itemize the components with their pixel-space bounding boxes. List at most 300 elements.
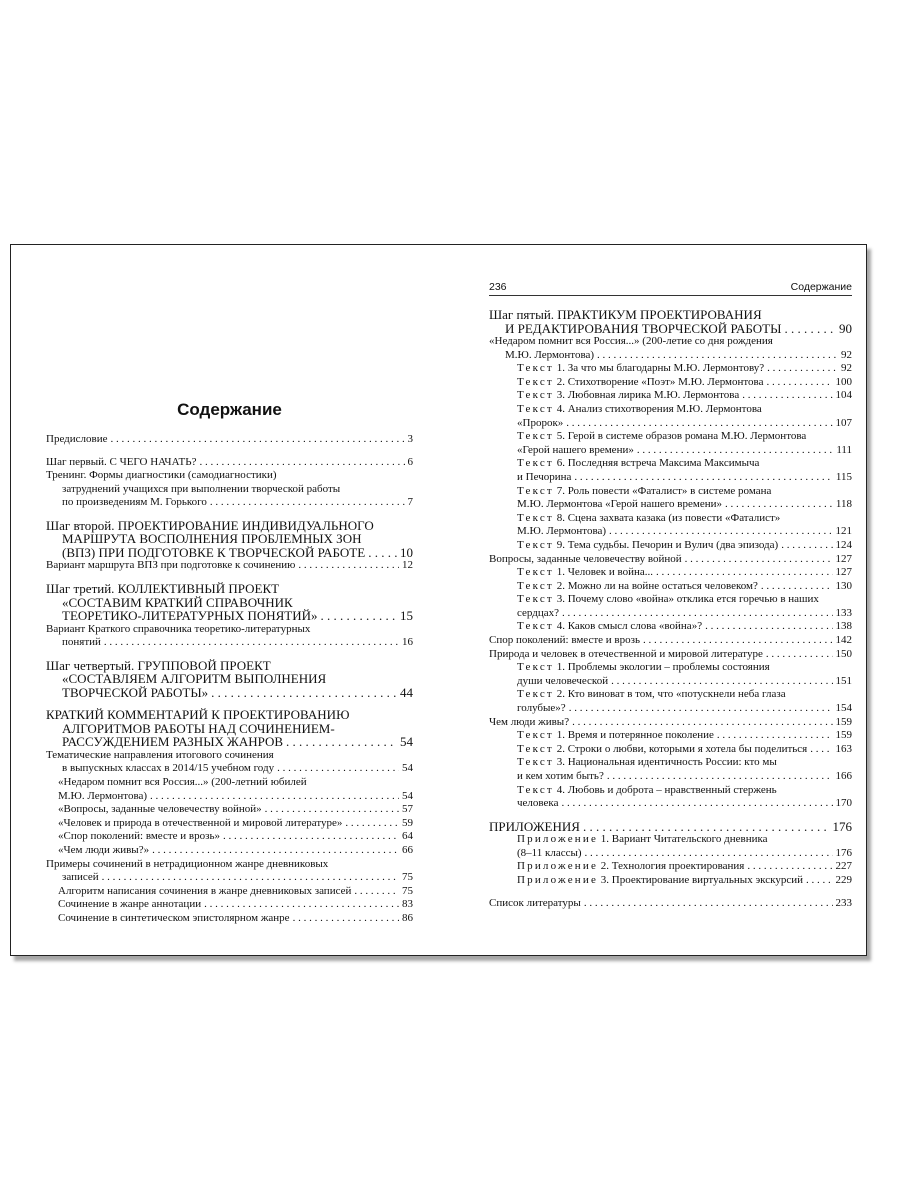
toc-entry-text: МАРШРУТА ВОСПОЛНЕНИЯ ПРОБЛЕМНЫХ ЗОН xyxy=(62,531,362,547)
toc-entry-label: Текст xyxy=(517,756,554,769)
toc-entry-text: души человеческой xyxy=(517,674,609,687)
toc-entry-text: М.Ю. Лермонтова «Герой нашего времени» xyxy=(517,498,722,511)
toc-entry-line-last xyxy=(58,803,413,817)
toc-entry-line xyxy=(46,749,413,763)
toc-entry-text: М.Ю. Лермонтова) xyxy=(505,348,595,361)
toc-entry-line-last xyxy=(58,912,413,926)
toc-entry-line-last xyxy=(46,433,413,447)
toc-leader-dots xyxy=(293,912,399,926)
toc-entry-line xyxy=(517,457,852,471)
toc-entry xyxy=(489,820,852,834)
toc-entry-line-last xyxy=(517,580,852,594)
toc-entry-text: Шаг пятый. ПРАКТИКУМ ПРОЕКТИРОВАНИЯ xyxy=(489,307,762,322)
toc-leader-dots xyxy=(766,648,833,662)
toc-entry-text: «Спор поколений: вместе и врозь» xyxy=(58,830,220,843)
toc-page-number: 57 xyxy=(402,803,413,816)
toc-entry-text: 1. Человек и война... xyxy=(556,566,653,579)
toc-entry-line-last xyxy=(46,546,413,560)
toc-page-number: 100 xyxy=(835,375,852,388)
toc-entry-label: Текст xyxy=(517,688,554,701)
toc-entry-line xyxy=(46,659,413,673)
toc-entry-text-wrap xyxy=(517,376,763,390)
toc-entry-line xyxy=(46,858,413,872)
toc-leader-dots xyxy=(781,539,832,553)
toc-entry-line-last xyxy=(517,607,852,621)
toc-entry-line xyxy=(46,708,413,722)
toc-leader-dots xyxy=(747,860,832,874)
toc-entry xyxy=(46,803,413,817)
toc-leader-dots xyxy=(767,362,838,376)
toc-entry-label: Текст xyxy=(517,729,554,742)
toc-entry-text: 1. Время и потерянное поколение xyxy=(556,729,714,742)
toc-page-number: 159 xyxy=(835,715,852,728)
toc-page-number: 75 xyxy=(402,884,413,897)
toc-page-number: 92 xyxy=(841,348,852,361)
toc-page-number: 54 xyxy=(402,789,413,802)
toc-entry-text: Природа и человек в отечественной и мировой литературе xyxy=(489,647,763,660)
toc-entry-text-wrap xyxy=(517,389,739,403)
toc-entry-label: Текст xyxy=(517,484,554,497)
toc-entry-text: «СОСТАВИМ КРАТКИЙ СПРАВОЧНИК xyxy=(62,594,293,610)
toc-entry-text: Сочинение в жанре аннотации xyxy=(58,898,202,911)
toc-entry-text-wrap xyxy=(517,485,771,497)
toc-page-number: 75 xyxy=(402,871,413,884)
toc-entry-line-last xyxy=(517,860,852,874)
toc-entry-label: Приложение xyxy=(517,833,599,846)
toc-page-number: 16 xyxy=(402,636,413,649)
toc-leader-dots xyxy=(766,376,832,390)
toc-entry-text-wrap xyxy=(517,580,758,594)
toc-entry xyxy=(489,553,852,567)
toc-entry xyxy=(489,512,852,539)
toc-entry xyxy=(489,566,852,580)
toc-page-number: 54 xyxy=(402,762,413,775)
toc-entry-text: в выпускных классах в 2014/15 учебном году xyxy=(62,762,275,775)
toc-entry-line-last xyxy=(489,897,852,911)
toc-entry xyxy=(46,582,413,623)
toc-page-number: 54 xyxy=(400,734,413,750)
toc-entry-line xyxy=(489,308,852,322)
toc-page-number: 12 xyxy=(402,559,413,572)
toc-entry xyxy=(489,362,852,376)
toc-entry-label: Текст xyxy=(517,661,554,674)
toc-entry-line-last xyxy=(46,496,413,510)
toc-entry-text: 1. Проблемы экологии – проблемы состояния xyxy=(556,661,770,674)
toc-leader-dots xyxy=(611,675,832,689)
toc-entry-text-wrap xyxy=(517,661,770,673)
toc-entry-text: Шаг второй. ПРОЕКТИРОВАНИЕ ИНДИВИДУАЛЬНОГО xyxy=(46,517,374,533)
toc-entry-text: по произведениям М. Горького xyxy=(62,496,207,509)
toc-entry-line-last xyxy=(517,471,852,485)
toc-entry xyxy=(46,830,413,844)
toc-entry-line xyxy=(46,672,413,686)
toc-entry-line-last xyxy=(58,898,413,912)
toc-entry-line-last xyxy=(489,820,852,834)
toc-page-number: 104 xyxy=(835,389,852,402)
toc-entry-line-last xyxy=(46,871,413,885)
toc-entry-label: Текст xyxy=(517,620,554,633)
toc-page-number: 83 xyxy=(402,898,413,911)
toc-entry-text-wrap xyxy=(517,362,764,376)
toc-entry-line xyxy=(517,661,852,675)
toc-leader-dots xyxy=(584,897,833,911)
toc-page-number: 151 xyxy=(835,674,852,687)
toc-entry-line-last xyxy=(517,675,852,689)
toc-entry xyxy=(46,559,413,573)
toc-entry xyxy=(46,817,413,831)
toc-entry-text-wrap xyxy=(517,457,759,469)
toc-entry-text-wrap xyxy=(517,688,786,700)
toc-page-number: 166 xyxy=(835,770,852,782)
toc-entry-line-last xyxy=(58,844,413,858)
toc-entry-line-last xyxy=(489,553,852,567)
contents-heading: Содержание xyxy=(177,400,282,419)
toc-page-number: 92 xyxy=(841,362,852,375)
toc-entry-text: 8. Сцена захвата казака (из повести «Фаталист» xyxy=(556,511,781,524)
toc-entry-text: 2. Можно ли на войне остаться человеком? xyxy=(556,579,758,592)
toc-leader-dots xyxy=(607,770,833,784)
toc-page-number: 90 xyxy=(839,320,852,336)
toc-entry-line-last xyxy=(517,620,852,634)
toc-entry-line xyxy=(46,519,413,533)
toc-entry xyxy=(489,833,852,860)
toc-leader-dots xyxy=(784,322,836,336)
toc-entry-line xyxy=(46,596,413,610)
toc-entry-text: 2. Технология проектирования xyxy=(600,860,745,873)
toc-entry-text: «СОСТАВЛЯЕМ АЛГОРИТМ ВЫПОЛНЕНИЯ xyxy=(62,671,327,687)
toc-entry xyxy=(46,708,413,749)
toc-page-number: 142 xyxy=(835,634,852,647)
toc-entry-text: 9. Тема судьбы. Печорин и Вулич (два эпизода) xyxy=(556,538,779,551)
toc-entry-line-last xyxy=(489,634,852,648)
toc-entry-line-last xyxy=(46,456,413,470)
toc-entry xyxy=(46,885,413,899)
toc-leader-dots xyxy=(298,559,399,573)
toc-entry xyxy=(489,580,852,594)
toc-entry-line xyxy=(517,485,852,499)
toc-entry-line-last xyxy=(46,559,413,573)
toc-leader-dots xyxy=(572,716,832,730)
toc-entry-line xyxy=(517,756,852,770)
toc-entry-line-last xyxy=(489,349,852,363)
toc-entry-text: Вариант Краткого справочника теоретико-литературных xyxy=(46,622,311,635)
toc-entry xyxy=(489,756,852,783)
toc-left xyxy=(46,433,413,925)
toc-entry-line-last xyxy=(517,525,852,539)
toc-entry-text: 4. Анализ стихотворения М.Ю. Лермонтова xyxy=(556,402,762,415)
toc-entry-label: Текст xyxy=(517,538,554,551)
toc-page-number: 176 xyxy=(835,846,852,859)
toc-leader-dots xyxy=(566,417,832,431)
toc-entry-text: М.Ю. Лермонтова) xyxy=(58,789,148,802)
toc-page-number: 44 xyxy=(400,684,413,700)
toc-entry-text: КРАТКИЙ КОММЕНТАРИЙ К ПРОЕКТИРОВАНИЮ xyxy=(46,707,350,723)
toc-entry-line-last xyxy=(489,322,852,336)
toc-leader-dots xyxy=(643,634,833,648)
toc-entry-label: Текст xyxy=(517,362,554,375)
toc-entry-text: Предисловие xyxy=(46,433,108,445)
toc-entry-label: Текст xyxy=(517,457,554,470)
toc-entry-line-last xyxy=(58,790,413,804)
toc-entry xyxy=(46,749,413,776)
toc-entry xyxy=(489,874,852,888)
toc-leader-dots xyxy=(806,874,833,888)
toc-entry xyxy=(489,335,852,362)
toc-entry xyxy=(489,860,852,874)
toc-entry xyxy=(489,457,852,484)
toc-entry-line xyxy=(517,512,852,526)
toc-entry-text: «Пророк» xyxy=(517,416,564,429)
toc-entry-line xyxy=(46,469,413,483)
toc-entry xyxy=(489,648,852,662)
toc-page-number: 86 xyxy=(402,911,413,924)
toc-entry-text: 3. Любовная лирика М.Ю. Лермонтова xyxy=(556,389,740,402)
toc-entry-line xyxy=(46,582,413,596)
toc-page-number: 121 xyxy=(835,525,852,538)
toc-entry-line xyxy=(517,430,852,444)
toc-entry-line-last xyxy=(517,376,852,390)
toc-entry-text: «Вопросы, заданные человечеству войной» xyxy=(58,803,262,816)
toc-entry xyxy=(489,430,852,457)
toc-entry xyxy=(489,376,852,390)
toc-page-number: 15 xyxy=(400,608,413,624)
toc-entry-line-last xyxy=(58,885,413,899)
toc-leader-dots xyxy=(637,444,833,458)
toc-entry xyxy=(489,688,852,715)
toc-page-number: 118 xyxy=(835,498,852,511)
toc-entry-text: записей xyxy=(62,871,99,884)
toc-entry-text: Список литературы xyxy=(489,896,581,909)
toc-entry-line-last xyxy=(517,743,852,757)
toc-page-number: 6 xyxy=(407,455,413,468)
toc-entry-line-last xyxy=(46,609,413,623)
toc-page-number: 59 xyxy=(402,816,413,829)
toc-leader-dots xyxy=(210,496,405,510)
toc-entry-line xyxy=(517,593,852,607)
toc-entry xyxy=(489,620,852,634)
toc-entry-text-wrap xyxy=(517,403,762,415)
toc-page-number: 10 xyxy=(400,544,413,560)
toc-leader-dots xyxy=(742,389,832,403)
toc-entry-text: Тематические направления итогового сочинения xyxy=(46,748,274,761)
toc-leader-dots xyxy=(810,743,832,757)
toc-entry xyxy=(46,659,413,700)
toc-entry-text: «Недаром помнит вся Россия...» (200-летний юбилей xyxy=(58,775,307,788)
toc-entry-text: 1. За что мы благодарны М.Ю. Лермонтову? xyxy=(556,362,765,375)
toc-entry-line xyxy=(489,335,852,349)
toc-entry-text: Шаг третий. КОЛЛЕКТИВНЫЙ ПРОЕКТ xyxy=(46,581,280,597)
toc-entry-text: 2. Строки о любви, которыми я хотела бы поделиться xyxy=(556,742,808,755)
toc-entry xyxy=(489,743,852,757)
toc-entry-text: 3. Почему слово «война» отклика ется горечью в наших xyxy=(556,593,819,606)
toc-entry-line-last xyxy=(46,762,413,776)
toc-entry-line xyxy=(58,776,413,790)
toc-entry xyxy=(489,729,852,743)
toc-entry xyxy=(46,858,413,885)
toc-entry-text: 3. Национальная идентичность России: кто мы xyxy=(556,756,777,769)
toc-page-number: 127 xyxy=(835,566,852,579)
toc-entry-text: затруднений учащихся при выполнении творческой работы xyxy=(62,482,341,495)
toc-entry-line-last xyxy=(517,362,852,376)
toc-entry-line-last xyxy=(46,735,413,749)
toc-leader-dots xyxy=(609,525,832,539)
toc-entry-text: ТЕОРЕТИКО-ЛИТЕРАТУРНЫХ ПОНЯТИЙ» xyxy=(62,608,318,624)
toc-entry-text: Шаг четвертый. ГРУППОВОЙ ПРОЕКТ xyxy=(46,657,271,673)
toc-entry-text: Спор поколений: вместе и врозь xyxy=(489,634,640,647)
toc-leader-dots xyxy=(211,686,397,700)
toc-leader-dots xyxy=(321,609,397,623)
toc-leader-dots xyxy=(150,790,399,804)
toc-entry-text: Сочинение в синтетическом эпистолярном жанре xyxy=(58,911,290,924)
toc-entry-line-last xyxy=(489,648,852,662)
toc-entry-text-wrap xyxy=(517,743,807,757)
toc-entry-label: Текст xyxy=(517,783,554,796)
page-number: 236 xyxy=(489,281,507,293)
toc-leader-dots xyxy=(277,762,399,776)
toc-entry-text-wrap xyxy=(517,620,702,634)
toc-entry-text: И РЕДАКТИРОВАНИЯ ТВОРЧЕСКОЙ РАБОТЫ xyxy=(505,320,782,336)
toc-entry-text: «Человек и природа в отечественной и мировой литературе» xyxy=(58,816,343,829)
toc-entry-label: Текст xyxy=(517,511,554,524)
toc-leader-dots xyxy=(761,580,833,594)
toc-entry-text-wrap xyxy=(517,593,819,605)
toc-entry-line xyxy=(46,623,413,637)
toc-leader-dots xyxy=(705,620,832,634)
toc-page-number: 66 xyxy=(402,843,413,856)
toc-leader-dots xyxy=(199,456,404,470)
toc-leader-dots xyxy=(204,898,399,912)
toc-entry-text: 3. Проектирование виртуальных экскурсий xyxy=(600,874,803,887)
toc-page-number: 133 xyxy=(835,606,852,619)
toc-entry-line xyxy=(46,532,413,546)
toc-entry-text: 1. Вариант Читательского дневника xyxy=(600,833,768,846)
toc-leader-dots xyxy=(152,844,399,858)
toc-entry-text: 7. Роль повести «Фаталист» в системе романа xyxy=(556,484,772,497)
toc-entry-text: М.Ю. Лермонтова) xyxy=(517,525,607,538)
toc-leader-dots xyxy=(585,847,833,861)
toc-entry-text: Алгоритм написания сочинения в жанре дневниковых записей xyxy=(58,884,352,897)
toc-entry-text: «Герой нашего времени» xyxy=(517,443,634,456)
toc-entry-line-last xyxy=(517,702,852,716)
toc-entry-label: Текст xyxy=(517,742,554,755)
toc-entry-text-wrap xyxy=(517,860,744,874)
book-spread xyxy=(10,244,867,956)
toc-entry xyxy=(489,661,852,688)
toc-entry-text-wrap xyxy=(517,539,778,553)
toc-entry-label: Текст xyxy=(517,593,554,606)
toc-entry-label: Текст xyxy=(517,430,554,443)
toc-entry-text-wrap xyxy=(517,756,777,768)
toc-entry-line-last xyxy=(517,770,852,784)
toc-entry-line-last xyxy=(58,830,413,844)
toc-leader-dots xyxy=(685,553,833,567)
toc-entry-text-wrap xyxy=(517,833,768,845)
toc-entry xyxy=(489,403,852,430)
toc-entry-line xyxy=(517,688,852,702)
toc-entry-text: РАССУЖДЕНИЕМ РАЗНЫХ ЖАНРОВ xyxy=(62,734,284,750)
toc-right xyxy=(489,308,852,910)
toc-page-number: 159 xyxy=(835,729,852,742)
toc-leader-dots xyxy=(286,735,397,749)
toc-entry-text: ПРИЛОЖЕНИЯ xyxy=(489,818,580,834)
toc-leader-dots xyxy=(656,566,833,580)
toc-page-number: 7 xyxy=(407,496,413,509)
toc-entry xyxy=(489,485,852,512)
toc-entry xyxy=(489,389,852,403)
toc-entry xyxy=(46,844,413,858)
toc-entry xyxy=(489,539,852,553)
toc-entry-text: понятий xyxy=(62,636,101,649)
toc-entry-line-last xyxy=(517,498,852,512)
toc-entry-text: сердцах? xyxy=(517,606,560,619)
toc-entry-text: АЛГОРИТМОВ РАБОТЫ НАД СОЧИНЕНИЕМ- xyxy=(62,720,335,736)
toc-entry-label: Текст xyxy=(517,402,554,415)
toc-entry-line-last xyxy=(517,874,852,888)
toc-entry-text: 4. Любовь и доброта – нравственный стержень xyxy=(556,783,777,796)
toc-entry xyxy=(46,469,413,510)
toc-entry-label: Приложение xyxy=(517,874,599,887)
toc-entry-text: ТВОРЧЕСКОЙ РАБОТЫ» xyxy=(62,684,209,700)
toc-entry-label: Текст xyxy=(517,375,554,388)
toc-leader-dots xyxy=(574,471,833,485)
running-head xyxy=(489,281,852,296)
toc-entry-line xyxy=(517,833,852,847)
toc-entry-label: Текст xyxy=(517,579,554,592)
toc-entry-text-wrap xyxy=(517,874,803,888)
toc-entry-line-last xyxy=(517,539,852,553)
running-head-title: Содержание xyxy=(790,281,852,293)
toc-entry-text: «Недаром помнит вся Россия...» (200-летие со дня рождения xyxy=(489,335,773,347)
toc-entry-text: Тренинг. Формы диагностики (самодиагностики) xyxy=(46,469,277,482)
toc-entry-line-last xyxy=(517,797,852,811)
toc-page-number: 107 xyxy=(835,416,852,429)
toc-entry xyxy=(489,716,852,730)
toc-page-number: 124 xyxy=(835,538,852,551)
toc-page-number: 111 xyxy=(836,443,852,456)
toc-leader-dots xyxy=(597,349,838,363)
toc-entry-label: Текст xyxy=(517,389,554,402)
toc-entry-text: (8–11 классы) xyxy=(517,846,582,859)
toc-entry-text: 2. Стихотворение «Поэт» М.Ю. Лермонтова xyxy=(556,375,764,388)
toc-entry-line-last xyxy=(517,847,852,861)
toc-entry-text: человека xyxy=(517,797,559,810)
toc-entry xyxy=(46,623,413,650)
toc-entry xyxy=(46,456,413,470)
toc-entry-text: 2. Кто виноват в том, что «потускнели неба глаза xyxy=(556,688,786,701)
toc-entry xyxy=(489,784,852,811)
toc-entry xyxy=(489,897,852,911)
toc-leader-dots xyxy=(104,636,399,650)
toc-leader-dots xyxy=(102,871,399,885)
toc-leader-dots xyxy=(562,607,832,621)
toc-entry xyxy=(46,433,413,447)
toc-leader-dots xyxy=(265,803,399,817)
toc-page-number: 138 xyxy=(835,620,852,633)
toc-entry-line xyxy=(46,483,413,497)
toc-leader-dots xyxy=(583,820,830,834)
toc-entry xyxy=(489,634,852,648)
toc-entry-line-last xyxy=(517,389,852,403)
toc-entry-line xyxy=(46,722,413,736)
toc-entry-line-last xyxy=(517,444,852,458)
toc-entry-text-wrap xyxy=(517,784,777,796)
toc-page-number: 227 xyxy=(835,860,852,873)
toc-entry-text-wrap xyxy=(517,729,714,743)
toc-page-number: 3 xyxy=(407,433,413,445)
toc-leader-dots xyxy=(725,498,833,512)
toc-entry-line-last xyxy=(58,817,413,831)
toc-leader-dots xyxy=(345,817,399,831)
